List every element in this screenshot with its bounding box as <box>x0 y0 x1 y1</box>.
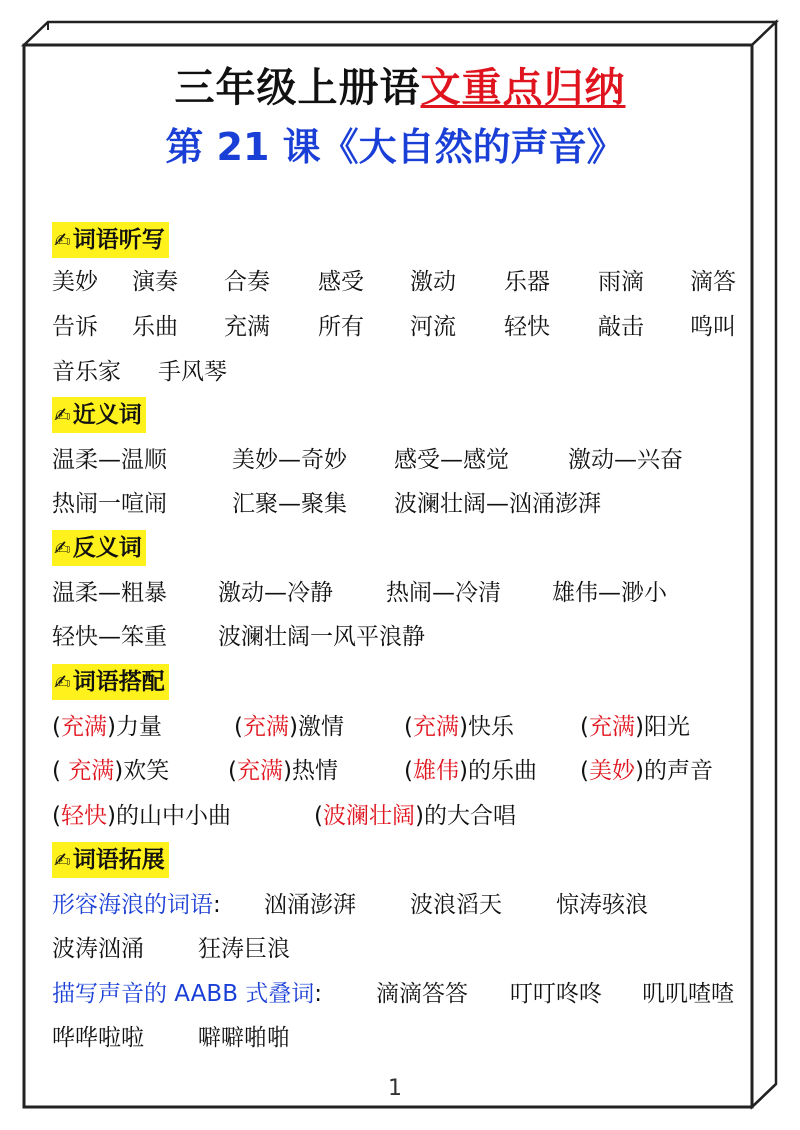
word: 叽叽喳喳 <box>642 981 734 1007</box>
writing-hand-icon: ✍ <box>54 403 71 427</box>
word: 轻快 <box>504 314 550 340</box>
collocation: (充满)力量 <box>52 714 162 740</box>
word: 汹涌澎湃 <box>264 892 356 918</box>
collocation: (充满)阳光 <box>580 714 690 740</box>
antonym-pair: 雄伟—渺小 <box>552 580 667 606</box>
word: 鸣叫 <box>690 314 736 340</box>
section-header-tuozhan <box>52 842 169 878</box>
extension-row <box>52 887 748 923</box>
collocation: (美妙)的声音 <box>580 758 713 784</box>
word: 敲击 <box>598 314 644 340</box>
word: 叮叮咚咚 <box>510 981 602 1007</box>
extension-label: 描写声音的 AABB 式叠词: <box>52 981 323 1007</box>
extension-row <box>52 931 748 967</box>
writing-hand-icon: ✍ <box>54 228 71 252</box>
extension-label: 形容海浪的词语: <box>52 892 221 918</box>
section-header-tingxie <box>52 222 169 258</box>
section-label: 词语拓展 <box>72 847 165 873</box>
word-row <box>52 264 748 300</box>
extension-row <box>52 1020 748 1056</box>
page-number: 1 <box>388 1076 402 1101</box>
writing-hand-icon: ✍ <box>54 536 71 560</box>
antonym-pair: 波澜壮阔一风平浪静 <box>218 624 425 650</box>
writing-hand-icon: ✍ <box>54 670 71 694</box>
synonym-pair: 波澜壮阔—汹涌澎湃 <box>394 491 601 517</box>
antonym-pair: 激动—冷静 <box>218 580 333 606</box>
synonym-row <box>52 486 748 522</box>
word: 雨滴 <box>598 269 644 295</box>
section-label: 词语听写 <box>72 227 165 253</box>
word: 滴答 <box>690 269 736 295</box>
word: 音乐家 <box>52 359 121 385</box>
word: 充满 <box>224 314 270 340</box>
word: 哗哗啦啦 <box>52 1025 144 1051</box>
synonym-row <box>52 442 748 478</box>
collocation: (充满)激情 <box>234 714 344 740</box>
word: 所有 <box>318 314 364 340</box>
word: 手风琴 <box>158 359 227 385</box>
collocation: ( 充满)欢笑 <box>52 758 170 784</box>
title-part2: 文重点归纳 <box>420 65 626 111</box>
collocation-row <box>52 753 748 789</box>
synonym-pair: 激动—兴奋 <box>568 447 683 473</box>
section-header-dapei <box>52 664 169 700</box>
collocation-row <box>52 709 748 745</box>
synonym-pair: 美妙—奇妙 <box>232 447 347 473</box>
title-part1: 三年级上册语 <box>174 65 421 111</box>
antonym-pair: 温柔—粗暴 <box>52 580 167 606</box>
section-label: 近义词 <box>72 402 142 428</box>
word: 狂涛巨浪 <box>198 936 290 962</box>
collocation: (充满)快乐 <box>404 714 514 740</box>
section-label: 词语搭配 <box>72 669 165 695</box>
antonym-row <box>52 575 748 611</box>
antonym-pair: 热闹—冷清 <box>386 580 501 606</box>
word: 合奏 <box>224 269 270 295</box>
word: 噼噼啪啪 <box>198 1025 290 1051</box>
section-header-fanyi <box>52 530 146 566</box>
word-row <box>52 354 748 390</box>
synonym-pair: 温柔—温顺 <box>52 447 167 473</box>
word: 感受 <box>318 269 364 295</box>
word-row <box>52 309 748 345</box>
word: 波浪滔天 <box>410 892 502 918</box>
antonym-pair: 轻快—笨重 <box>52 624 167 650</box>
word: 激动 <box>410 269 456 295</box>
page-title <box>0 56 800 113</box>
extension-row <box>52 976 760 1012</box>
collocation: (雄伟)的乐曲 <box>404 758 537 784</box>
collocation: (轻快)的山中小曲 <box>52 803 231 829</box>
synonym-pair: 汇聚—聚集 <box>232 491 347 517</box>
collocation: (波澜壮阔)的大合唱 <box>314 803 516 829</box>
section-label: 反义词 <box>72 535 142 561</box>
writing-hand-icon: ✍ <box>54 848 71 872</box>
word: 河流 <box>410 314 456 340</box>
word: 美妙 <box>52 269 98 295</box>
word: 波涛汹涌 <box>52 936 144 962</box>
word: 告诉 <box>52 314 98 340</box>
word: 乐器 <box>504 269 550 295</box>
synonym-pair: 热闹一喧闹 <box>52 491 167 517</box>
word: 演奏 <box>132 269 178 295</box>
collocation: (充满)热情 <box>228 758 338 784</box>
word: 惊涛骇浪 <box>556 892 648 918</box>
collocation-row <box>52 798 748 834</box>
word: 滴滴答答 <box>376 981 468 1007</box>
synonym-pair: 感受—感觉 <box>394 447 509 473</box>
antonym-row <box>52 619 748 655</box>
lesson-title: 第 21 课《大自然的声音》 <box>165 125 625 169</box>
word: 乐曲 <box>132 314 178 340</box>
section-header-jinyi <box>52 397 146 433</box>
